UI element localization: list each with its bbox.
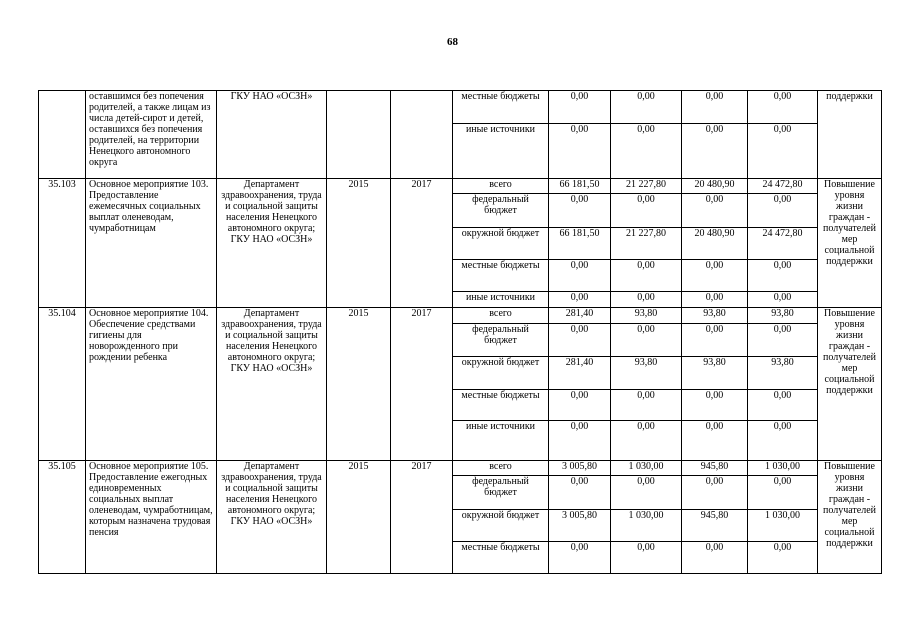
source-name: местные бюджеты	[453, 260, 549, 292]
executor: Департамент здравоохранения, труда и социальной защиты населения Ненецкого автономного округа; ГКУ НАО «ОСЗН»	[217, 308, 327, 461]
amount-2016: 0,00	[682, 194, 748, 228]
source-name: иные источники	[453, 421, 549, 461]
amount-2015: 0,00	[611, 91, 682, 124]
end-year: 2017	[391, 461, 453, 574]
table-row	[39, 91, 882, 124]
start-year: 2015	[327, 461, 391, 574]
amount-2015: 93,80	[611, 357, 682, 390]
row-number	[39, 91, 86, 179]
amount-total: 66 181,50	[549, 179, 611, 194]
amount-total: 0,00	[549, 260, 611, 292]
table-row	[39, 461, 882, 476]
expected-result: поддержки	[818, 91, 882, 179]
amount-2017: 0,00	[748, 542, 818, 574]
amount-total: 281,40	[549, 308, 611, 324]
source-name: окружной бюджет	[453, 228, 549, 260]
amount-2015: 0,00	[611, 542, 682, 574]
amount-2016: 0,00	[682, 421, 748, 461]
amount-2017: 0,00	[748, 260, 818, 292]
amount-2015: 1 030,00	[611, 510, 682, 542]
amount-2015: 0,00	[611, 324, 682, 357]
amount-2015: 0,00	[611, 390, 682, 421]
amount-total: 0,00	[549, 390, 611, 421]
row-number: 35.104	[39, 308, 86, 461]
amount-2015: 0,00	[611, 124, 682, 179]
source-name: местные бюджеты	[453, 390, 549, 421]
source-name: окружной бюджет	[453, 357, 549, 390]
source-name: федеральный бюджет	[453, 324, 549, 357]
amount-total: 0,00	[549, 324, 611, 357]
source-name: местные бюджеты	[453, 91, 549, 124]
amount-total: 3 005,80	[549, 510, 611, 542]
amount-2016: 0,00	[682, 324, 748, 357]
measure-description: Основное мероприятие 103. Предоставление ежемесячных социальных выплат оленеводам, чумработницам	[86, 179, 217, 308]
amount-total: 0,00	[549, 542, 611, 574]
source-name: всего	[453, 179, 549, 194]
expected-result: Повышение уровня жизни граждан - получателей мер социальной поддержки	[818, 179, 882, 308]
amount-2016: 0,00	[682, 91, 748, 124]
start-year: 2015	[327, 308, 391, 461]
amount-2017: 0,00	[748, 390, 818, 421]
expected-result: Повышение уровня жизни граждан - получателей мер социальной поддержки	[818, 308, 882, 461]
source-name: федеральный бюджет	[453, 194, 549, 228]
source-name: местные бюджеты	[453, 542, 549, 574]
amount-2015: 21 227,80	[611, 228, 682, 260]
amount-2016: 93,80	[682, 308, 748, 324]
measure-description: Основное мероприятие 105. Предоставление ежегодных единовременных социальных выплат оленеводам, чумработницам, которым назначена трудовая пенсия	[86, 461, 217, 574]
row-number: 35.105	[39, 461, 86, 574]
program-table	[38, 90, 882, 574]
amount-total: 0,00	[549, 91, 611, 124]
end-year: 2017	[391, 179, 453, 308]
amount-2015: 1 030,00	[611, 461, 682, 476]
amount-2017: 1 030,00	[748, 461, 818, 476]
amount-2016: 0,00	[682, 390, 748, 421]
amount-2015: 0,00	[611, 260, 682, 292]
amount-2015: 93,80	[611, 308, 682, 324]
measure-description: Основное мероприятие 104. Обеспечение средствами гигиены для новорожденного при рождении ребенка	[86, 308, 217, 461]
amount-2017: 24 472,80	[748, 228, 818, 260]
amount-2015: 0,00	[611, 421, 682, 461]
amount-2017: 0,00	[748, 124, 818, 179]
table-row	[39, 179, 882, 194]
amount-2016: 0,00	[682, 476, 748, 510]
amount-total: 0,00	[549, 124, 611, 179]
executor: Департамент здравоохранения, труда и социальной защиты населения Ненецкого автономного округа; ГКУ НАО «ОСЗН»	[217, 461, 327, 574]
amount-2016: 0,00	[682, 124, 748, 179]
source-name: окружной бюджет	[453, 510, 549, 542]
start-year	[327, 91, 391, 179]
amount-total: 66 181,50	[549, 228, 611, 260]
amount-2016: 0,00	[682, 260, 748, 292]
source-name: всего	[453, 461, 549, 476]
amount-2017: 0,00	[748, 194, 818, 228]
source-name: всего	[453, 308, 549, 324]
end-year: 2017	[391, 308, 453, 461]
amount-total: 281,40	[549, 357, 611, 390]
start-year: 2015	[327, 179, 391, 308]
amount-total: 0,00	[549, 292, 611, 308]
amount-2017: 0,00	[748, 91, 818, 124]
executor: Департамент здравоохранения, труда и социальной защиты населения Ненецкого автономного округа; ГКУ НАО «ОСЗН»	[217, 179, 327, 308]
amount-2017: 24 472,80	[748, 179, 818, 194]
row-number: 35.103	[39, 179, 86, 308]
amount-2015: 0,00	[611, 476, 682, 510]
amount-total: 0,00	[549, 194, 611, 228]
end-year	[391, 91, 453, 179]
amount-total: 0,00	[549, 476, 611, 510]
amount-2017: 0,00	[748, 421, 818, 461]
amount-2017: 0,00	[748, 476, 818, 510]
table-row	[39, 308, 882, 324]
page-number: 68	[447, 36, 458, 48]
amount-2017: 93,80	[748, 357, 818, 390]
executor: ГКУ НАО «ОСЗН»	[217, 91, 327, 179]
amount-2016: 20 480,90	[682, 179, 748, 194]
amount-2015: 0,00	[611, 292, 682, 308]
amount-2017: 0,00	[748, 324, 818, 357]
amount-total: 0,00	[549, 421, 611, 461]
amount-2016: 945,80	[682, 510, 748, 542]
expected-result: Повышение уровня жизни граждан - получателей мер социальной поддержки	[818, 461, 882, 574]
amount-2015: 21 227,80	[611, 179, 682, 194]
amount-2017: 93,80	[748, 308, 818, 324]
source-name: федеральный бюджет	[453, 476, 549, 510]
amount-2016: 20 480,90	[682, 228, 748, 260]
amount-2016: 0,00	[682, 292, 748, 308]
source-name: иные источники	[453, 292, 549, 308]
amount-2017: 1 030,00	[748, 510, 818, 542]
amount-2016: 0,00	[682, 542, 748, 574]
source-name: иные источники	[453, 124, 549, 179]
amount-2016: 93,80	[682, 357, 748, 390]
amount-total: 3 005,80	[549, 461, 611, 476]
amount-2016: 945,80	[682, 461, 748, 476]
measure-description: оставшимся без попечения родителей, а также лицам из числа детей-сирот и детей, оставшихся без попечения родителей, на территории Ненецкого автономного округа	[86, 91, 217, 179]
amount-2017: 0,00	[748, 292, 818, 308]
amount-2015: 0,00	[611, 194, 682, 228]
